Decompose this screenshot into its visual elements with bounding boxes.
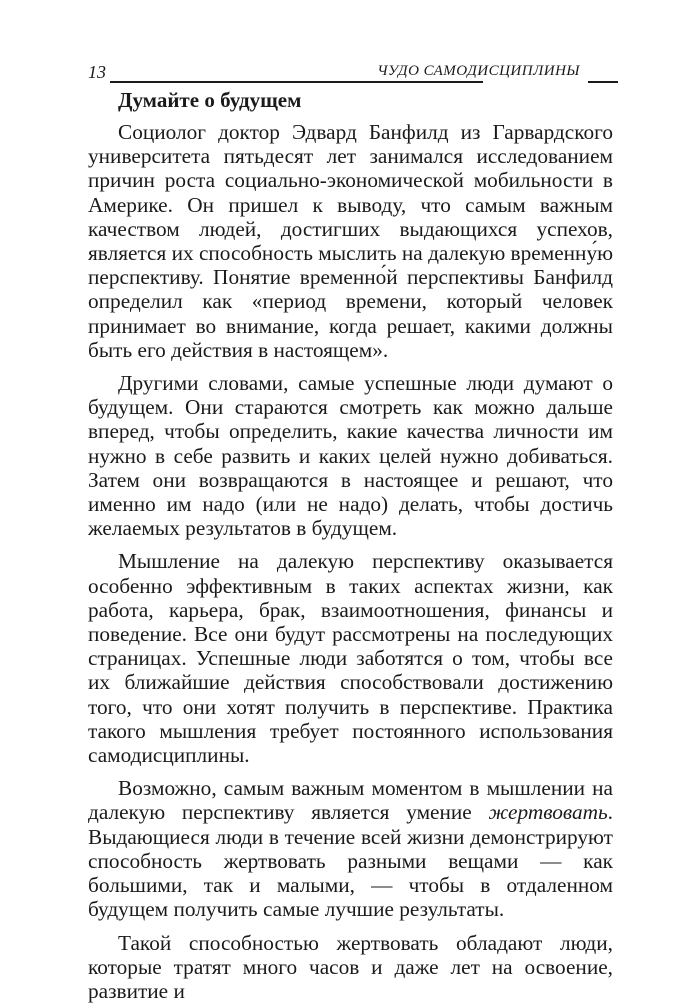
running-title: ЧУДО САМОДИСЦИПЛИНЫ xyxy=(377,63,580,80)
paragraph-4-tail: . Выдающиеся люди в течение всей жизни демонстрируют способность жертвовать разными вещами — как большими, так и малыми, — чтобы в отдаленном будущем получить самые лучшие результаты. xyxy=(88,800,613,921)
running-header xyxy=(88,60,618,86)
paragraph-2: Другими словами, самые успешные люди думают о будущем. Они стараются смотреть как можно дальше вперед, чтобы определить, какие качества личности им нужно в себе развить и каких целей нужно добиваться. Затем они возвращаются в настоящее и решают, что именно им надо (или не надо) делать, чтобы достичь желаемых результатов в будущем. xyxy=(88,371,613,540)
body-text xyxy=(88,120,613,1003)
paragraph-4-lead: Возможно, самым важным моментом в мышлении на далекую перспективу является умение xyxy=(88,776,613,824)
header-rule-right xyxy=(588,81,618,83)
paragraph-1: Социолог доктор Эдвард Банфилд из Гарвардского университета пятьдесят лет занимался исследованием причин роста социально-экономической мобильности в Америке. Он пришел к выводу, что самым важным качеством людей, достигших выдающихся успехов, является их способность мыслить на далекую временну́ю перспективу. Понятие временно́й перспективы Банфилд определил как «период времени, который человек принимает во внимание, когда решает, какими должны быть его действия в настоящем». xyxy=(88,120,613,362)
paragraph-5: Такой способностью жертвовать обладают люди, которые тратят много часов и даже лет на освоение, развитие и xyxy=(88,931,613,1003)
header-rule-left xyxy=(110,81,483,83)
page-number: 13 xyxy=(88,62,106,83)
section-title: Думайте о будущем xyxy=(118,88,301,113)
paragraph-4 xyxy=(88,776,613,921)
emphasis-word: жертвовать xyxy=(489,800,608,824)
paragraph-3: Мышление на далекую перспективу оказывается особенно эффективным в таких аспектах жизни, как работа, карьера, брак, взаимоотношения, финансы и поведение. Все они будут рассмотрены на последующих страницах. Успешные люди заботятся о том, чтобы все их ближайшие действия способствовали достижению того, что они хотят получить в перспективе. Практика такого мышления требует постоянного использования самодисциплины. xyxy=(88,549,613,767)
